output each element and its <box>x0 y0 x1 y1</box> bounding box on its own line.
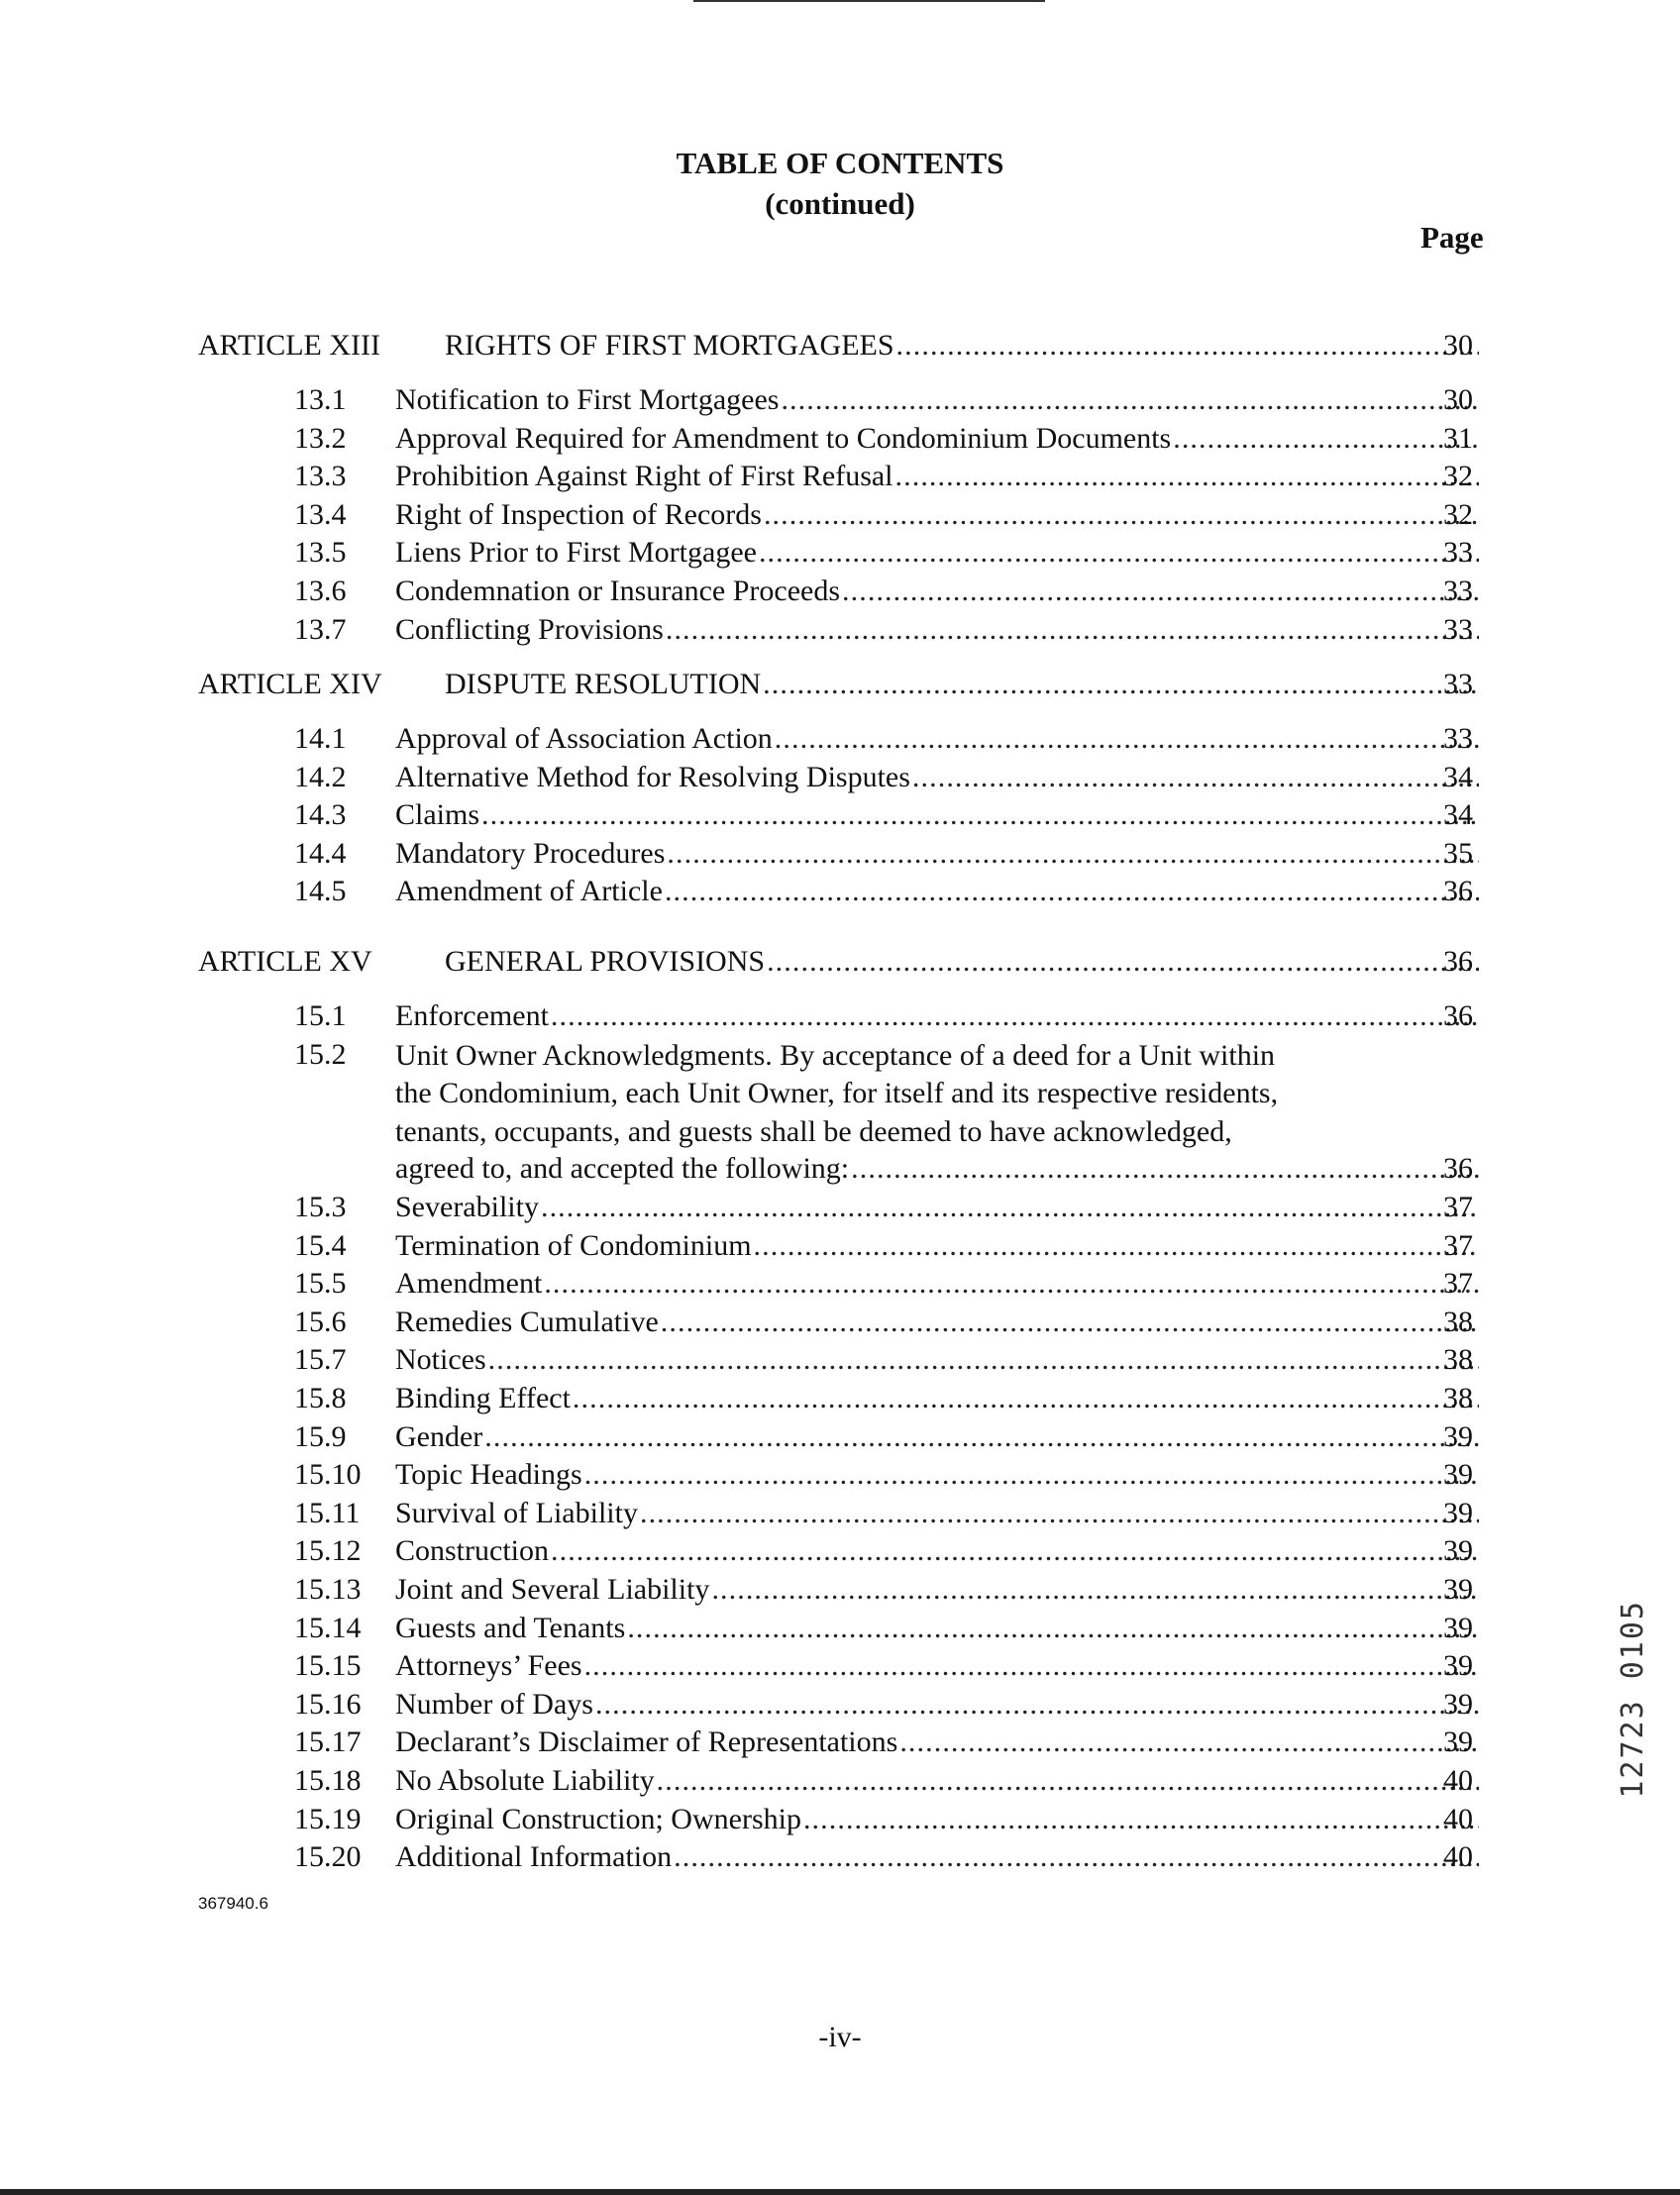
section-title-line <box>395 1227 1479 1265</box>
section-title-line <box>395 458 1479 495</box>
dot-leader <box>665 873 1479 910</box>
article-title-line <box>445 327 1479 365</box>
section-title: Guests and Tenants <box>395 1611 626 1644</box>
section-title-line <box>395 420 1479 458</box>
page-title: TABLE OF CONTENTS <box>676 146 1004 180</box>
dot-leader <box>640 1495 1479 1532</box>
section-number: 14.3 <box>294 798 347 832</box>
section-number: 15.8 <box>294 1382 347 1414</box>
section-title: Approval Required for Amendment to Condominium Documents <box>395 421 1172 455</box>
section-title-line <box>395 1304 1479 1341</box>
dot-leader <box>544 1265 1479 1303</box>
section-title: Amendment <box>395 1267 543 1301</box>
section-title: Additional Information <box>395 1840 673 1874</box>
section-row <box>0 720 1680 758</box>
section-title: Claims <box>395 798 480 832</box>
section-number: 15.19 <box>294 1802 362 1835</box>
section-title-line <box>395 720 1479 758</box>
section-title-line <box>395 1647 1479 1685</box>
section-title-line <box>395 1686 1479 1724</box>
section-number: 15.9 <box>294 1419 347 1453</box>
dot-leader <box>759 534 1479 572</box>
section-row <box>0 1265 1680 1303</box>
section-number: 15.4 <box>294 1228 347 1262</box>
section-page: 39 <box>1443 1611 1473 1644</box>
section-row <box>0 1495 1680 1532</box>
section-title-line <box>395 1150 1479 1188</box>
section-number: 15.13 <box>294 1573 362 1606</box>
dot-leader <box>584 1647 1479 1685</box>
section-title-line <box>395 1495 1479 1532</box>
section-title: Conflicting Provisions <box>395 612 664 646</box>
section-title: Severability <box>395 1191 539 1223</box>
section-row <box>0 1801 1680 1838</box>
section-number: 13.2 <box>294 421 347 455</box>
dot-leader <box>584 1456 1479 1494</box>
section-page: 40 <box>1443 1802 1473 1835</box>
section-row <box>0 997 1680 1035</box>
section-page: 39 <box>1443 1573 1473 1606</box>
section-row <box>0 835 1680 873</box>
article-page: 36 <box>1443 945 1473 978</box>
dot-leader <box>767 943 1479 981</box>
section-number: 13.3 <box>294 460 347 493</box>
section-row <box>0 496 1680 534</box>
section-page: 38 <box>1443 1382 1473 1414</box>
dot-leader <box>627 1610 1479 1647</box>
section-title-line <box>395 1724 1479 1761</box>
dot-leader <box>666 611 1479 649</box>
article-title: RIGHTS OF FIRST MORTGAGEES <box>445 329 894 362</box>
section-row <box>0 1304 1680 1341</box>
dot-leader <box>484 1418 1479 1456</box>
section-page: 37 <box>1443 1267 1473 1301</box>
section-title: Approval of Association Action <box>395 722 773 755</box>
section-page: 34 <box>1443 760 1473 793</box>
section-title: Enforcement <box>395 999 549 1032</box>
section-title: Binding Effect <box>395 1382 571 1414</box>
section-title: Condemnation or Insurance Proceeds <box>395 575 841 607</box>
section-page: 40 <box>1443 1764 1473 1797</box>
section-page: 39 <box>1443 1458 1473 1492</box>
section-number: 15.16 <box>294 1687 362 1721</box>
section-title: Declarant’s Disclaimer of Representations <box>395 1725 898 1759</box>
section-title: Right of Inspection of Records <box>395 497 762 531</box>
section-page: 34 <box>1443 798 1473 832</box>
section-row <box>0 1610 1680 1647</box>
section-title-line <box>395 1610 1479 1647</box>
section-title: Number of Days <box>395 1687 593 1721</box>
section-title-line <box>395 835 1479 873</box>
section-title-line <box>395 1838 1479 1876</box>
article-row <box>0 327 1680 365</box>
section-row <box>0 458 1680 495</box>
section-row <box>0 759 1680 796</box>
section-number: 14.5 <box>294 875 347 908</box>
section-title-line <box>395 1456 1479 1494</box>
dot-leader <box>667 835 1479 873</box>
section-page: 35 <box>1443 836 1473 870</box>
section-row <box>0 1762 1680 1800</box>
page-subtitle: (continued) <box>765 186 915 221</box>
section-title: Notices <box>395 1343 486 1377</box>
dot-leader <box>551 997 1479 1035</box>
section-number: 15.3 <box>294 1191 347 1223</box>
section-title-line <box>395 1418 1479 1456</box>
section-title-line <box>395 611 1479 649</box>
section-number: 15.17 <box>294 1725 362 1759</box>
article-title-line <box>445 943 1479 981</box>
section-number: 15.6 <box>294 1305 347 1338</box>
section-page: 36 <box>1443 999 1473 1032</box>
section-row <box>0 573 1680 610</box>
section-row <box>0 1838 1680 1876</box>
section-title: Survival of Liability <box>395 1496 638 1529</box>
section-page: 32 <box>1443 497 1473 531</box>
section-number: 15.10 <box>294 1458 362 1492</box>
article-label: ARTICLE XIII <box>198 329 380 362</box>
section-row <box>0 873 1680 910</box>
section-number: 15.7 <box>294 1343 347 1377</box>
section-page: 30 <box>1443 383 1473 416</box>
section-title-line <box>395 381 1479 419</box>
section-page: 33 <box>1443 575 1473 607</box>
dot-leader <box>595 1686 1479 1724</box>
article-row <box>0 943 1680 981</box>
section-number: 14.2 <box>294 760 347 793</box>
section-page: 40 <box>1443 1840 1473 1874</box>
section-row <box>0 1456 1680 1494</box>
section-row <box>0 1418 1680 1456</box>
section-row <box>0 1724 1680 1761</box>
section-number: 15.1 <box>294 999 347 1032</box>
dot-leader <box>1173 420 1479 458</box>
section-page: 39 <box>1443 1649 1473 1683</box>
section-row <box>0 420 1680 458</box>
section-title: Gender <box>395 1419 483 1453</box>
section-number: 13.7 <box>294 612 347 646</box>
section-page: 32 <box>1443 460 1473 493</box>
section-page: 36 <box>1443 875 1473 908</box>
dot-leader <box>481 796 1479 834</box>
section-title-line <box>395 573 1479 610</box>
section-title-line <box>395 1532 1479 1570</box>
section-title: Remedies Cumulative <box>395 1305 659 1338</box>
section-number: 14.1 <box>294 722 347 755</box>
section-title-line <box>395 1571 1479 1609</box>
section-page: 31 <box>1443 421 1473 455</box>
section-title: Alternative Method for Resolving Disputes <box>395 760 910 793</box>
section-page: 37 <box>1443 1228 1473 1262</box>
section-page: 38 <box>1443 1343 1473 1377</box>
section-title-line <box>395 496 1479 534</box>
section-paragraph-line: tenants, occupants, and guests shall be deemed to have acknowledged, <box>395 1114 1232 1148</box>
section-title-line <box>395 759 1479 796</box>
section-title-line <box>395 997 1479 1035</box>
section-row <box>0 1647 1680 1685</box>
section-title-line <box>395 1380 1479 1417</box>
section-number: 13.4 <box>294 497 347 531</box>
dot-leader <box>754 1227 1479 1265</box>
section-page: 39 <box>1443 1534 1473 1568</box>
page-column-label: Page <box>1420 220 1484 255</box>
section-row <box>0 1189 1680 1226</box>
dot-leader <box>895 458 1479 495</box>
section-number: 13.5 <box>294 536 347 570</box>
section-page: 33 <box>1443 722 1473 755</box>
article-title-line <box>445 666 1479 703</box>
article-label: ARTICLE XV <box>198 945 372 978</box>
section-title-line <box>395 1189 1479 1226</box>
dot-leader <box>899 1724 1479 1761</box>
section-row <box>0 381 1680 419</box>
section-number: 15.5 <box>294 1267 347 1301</box>
section-row <box>0 1380 1680 1417</box>
section-page: 39 <box>1443 1725 1473 1759</box>
article-label: ARTICLE XIV <box>198 668 382 700</box>
section-title-line <box>395 1801 1479 1838</box>
section-paragraph-line: the Condominium, each Unit Owner, for itself and its respective residents, <box>395 1077 1279 1110</box>
section-row <box>0 1571 1680 1609</box>
article-page: 30 <box>1443 329 1473 362</box>
section-row <box>0 534 1680 572</box>
section-number: 15.2 <box>294 1037 347 1071</box>
dot-leader <box>803 1801 1479 1838</box>
dot-leader <box>657 1762 1479 1800</box>
dot-leader <box>541 1189 1479 1226</box>
section-title: Attorneys’ Fees <box>395 1649 582 1683</box>
dot-leader <box>781 381 1479 419</box>
section-title: Mandatory Procedures <box>395 836 666 870</box>
section-row <box>0 1341 1680 1379</box>
section-title-line <box>395 534 1479 572</box>
page-number: -iv- <box>818 2021 862 2053</box>
dot-leader <box>775 720 1479 758</box>
dot-leader <box>711 1571 1479 1609</box>
section-number: 14.4 <box>294 836 347 870</box>
section-row <box>0 1227 1680 1265</box>
section-title-line <box>395 1341 1479 1379</box>
section-title: Liens Prior to First Mortgagee <box>395 536 757 570</box>
article-title: DISPUTE RESOLUTION <box>445 668 762 700</box>
dot-leader <box>573 1380 1479 1417</box>
dot-leader <box>851 1150 1479 1188</box>
section-title: Amendment of Article <box>395 875 663 908</box>
section-number: 13.1 <box>294 383 347 416</box>
section-number: 15.12 <box>294 1534 362 1568</box>
dot-leader <box>763 666 1479 703</box>
section-page: 38 <box>1443 1305 1473 1338</box>
section-title: Joint and Several Liability <box>395 1573 710 1606</box>
article-title: GENERAL PROVISIONS <box>445 945 766 978</box>
section-row <box>0 1150 1680 1188</box>
dot-leader <box>551 1532 1479 1570</box>
section-number: 15.14 <box>294 1611 362 1644</box>
section-number: 15.18 <box>294 1764 362 1797</box>
section-page: 36 <box>1443 1152 1473 1186</box>
section-number: 15.11 <box>294 1496 361 1529</box>
dot-leader <box>661 1304 1479 1341</box>
section-page: 33 <box>1443 536 1473 570</box>
section-row <box>0 1532 1680 1570</box>
section-title: Termination of Condominium <box>395 1228 752 1262</box>
dot-leader <box>912 759 1479 796</box>
section-number: 15.15 <box>294 1649 362 1683</box>
section-title: Original Construction; Ownership <box>395 1802 801 1835</box>
section-page: 33 <box>1443 612 1473 646</box>
section-paragraph-line: Unit Owner Acknowledgments. By acceptance of a deed for a Unit within <box>395 1038 1276 1072</box>
recording-stamp: 12723 0105 <box>1616 1600 1650 1799</box>
section-page: 39 <box>1443 1687 1473 1721</box>
section-page: 37 <box>1443 1191 1473 1223</box>
article-row <box>0 666 1680 703</box>
scan-bottom-line <box>0 2189 1680 2195</box>
dot-leader <box>488 1341 1479 1379</box>
section-row <box>0 1686 1680 1724</box>
section-title-line <box>395 1762 1479 1800</box>
section-row <box>0 611 1680 649</box>
dot-leader <box>896 327 1479 365</box>
dot-leader <box>764 496 1479 534</box>
section-title: Notification to First Mortgagees <box>395 383 780 416</box>
section-title: agreed to, and accepted the following: <box>395 1152 850 1186</box>
section-title-line <box>395 1265 1479 1303</box>
section-number: 15.20 <box>294 1840 362 1874</box>
section-title-line <box>395 796 1479 834</box>
section-title: Prohibition Against Right of First Refusal <box>395 460 893 493</box>
section-title: Topic Headings <box>395 1458 582 1492</box>
section-number: 13.6 <box>294 575 347 607</box>
dot-leader <box>842 573 1479 610</box>
section-title-line <box>395 873 1479 910</box>
section-page: 39 <box>1443 1496 1473 1529</box>
section-title: Construction <box>395 1534 549 1568</box>
dot-leader <box>674 1838 1479 1876</box>
article-page: 33 <box>1443 668 1473 700</box>
section-row <box>0 796 1680 834</box>
section-title: No Absolute Liability <box>395 1764 655 1797</box>
section-page: 39 <box>1443 1419 1473 1453</box>
document-number: 367940.6 <box>198 1894 268 1913</box>
